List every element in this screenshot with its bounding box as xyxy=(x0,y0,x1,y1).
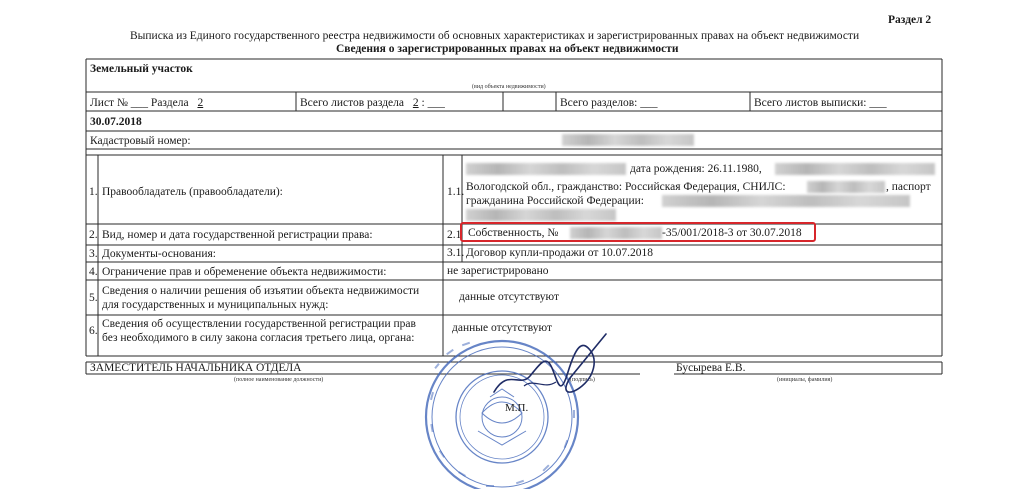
row-2-label: Вид, номер и дата государственной регистрации права: xyxy=(102,229,373,241)
extract-date: 30.07.2018 xyxy=(90,116,142,128)
third-party-consent-value: данные отсутствуют xyxy=(452,322,552,334)
restrictions-value: не зарегистрировано xyxy=(447,265,549,277)
row-1-label: Правообладатель (правообладатели): xyxy=(102,186,283,198)
row-1-number: 1. xyxy=(89,186,98,198)
document-title: Выписка из Единого государственного реестра недвижимости об основных характеристиках и зарегистрированных правах на объект недвижимости xyxy=(130,30,860,42)
position-caption: (полное наименование должности) xyxy=(234,377,324,383)
seizure-value: данные отсутствуют xyxy=(459,291,559,303)
sheet-number-value: 2 xyxy=(197,97,204,109)
signatory-name: Бусырева Е.В. xyxy=(676,362,746,374)
signatory-position: ЗАМЕСТИТЕЛЬ НАЧАЛЬНИКА ОТДЕЛА xyxy=(90,362,302,374)
section-label: Раздел 2 xyxy=(888,14,932,26)
row-4-label: Ограничение прав и обременение объекта недвижимости: xyxy=(102,266,387,278)
total-extract-sheets: Всего листов выписки: ___ xyxy=(754,97,887,109)
total-sheets-tail: : ___ xyxy=(421,97,445,109)
sheet-number-label: Лист № ___ Раздела xyxy=(90,97,189,109)
highlight-box xyxy=(460,222,816,242)
row-6-number: 6. xyxy=(89,325,98,337)
stamp-place-label: М.П. xyxy=(505,402,529,414)
object-type-caption: (вид объекта недвижимости) xyxy=(472,84,546,90)
registration-value-head: Собственность, № xyxy=(468,227,559,239)
snils-redacted xyxy=(807,181,885,193)
total-sheets-section xyxy=(300,97,445,110)
total-sheets-label: Всего листов раздела xyxy=(300,97,404,109)
handwritten-signature xyxy=(490,328,610,408)
registration-value-tail: -35/001/2018-3 от 30.07.2018 xyxy=(662,227,802,239)
total-sections: Всего разделов: ___ xyxy=(560,97,658,109)
owner-name-redacted xyxy=(466,163,626,175)
row-6-label-line-2: без необходимого в силу закона согласия третьего лица, органа: xyxy=(102,332,415,344)
row-2-subnumber: 2.1 xyxy=(447,229,462,241)
row-1-subnumber: 1.1. xyxy=(447,186,465,198)
address-redacted xyxy=(466,209,616,221)
signature-caption: (подпись) xyxy=(570,377,595,383)
cadastral-number-redacted xyxy=(562,134,694,146)
passport-label: , паспорт xyxy=(886,181,931,193)
row-2-number: 2. xyxy=(89,229,98,241)
row-5-label-line-2: для государственных и муниципальных нужд: xyxy=(102,299,329,311)
birthplace-redacted xyxy=(775,163,935,175)
owner-birthdate: дата рождения: 26.11.1980, xyxy=(630,163,762,175)
object-type: Земельный участок xyxy=(90,63,193,75)
passport-redacted xyxy=(662,195,910,207)
cadastral-number-label: Кадастровый номер: xyxy=(90,135,191,147)
row-4-number: 4. xyxy=(89,266,98,278)
row-5-number: 5. xyxy=(89,292,98,304)
row-3-subnumber: 3.1. xyxy=(447,247,465,259)
name-caption: (инициалы, фамилия) xyxy=(777,377,833,383)
row-5-label-line-1: Сведения о наличии решения об изъятии объекта недвижимости xyxy=(102,285,420,297)
owner-citizenship: Вологодской обл., гражданство: Российская Федерация, СНИЛС: xyxy=(466,181,786,193)
document-subtitle: Сведения о зарегистрированных правах на объект недвижимости xyxy=(336,43,679,55)
total-sheets-value: 2 xyxy=(412,97,419,109)
sheet-number xyxy=(90,97,203,110)
row-3-number: 3. xyxy=(89,248,98,260)
basis-document: Договор купли-продажи от 10.07.2018 xyxy=(466,247,654,259)
row-6-label-line-1: Сведения об осуществлении государственной регистрации прав xyxy=(102,318,416,330)
passport-line: гражданина Российской Федерации: xyxy=(466,195,644,207)
row-3-label: Документы-основания: xyxy=(102,248,216,260)
